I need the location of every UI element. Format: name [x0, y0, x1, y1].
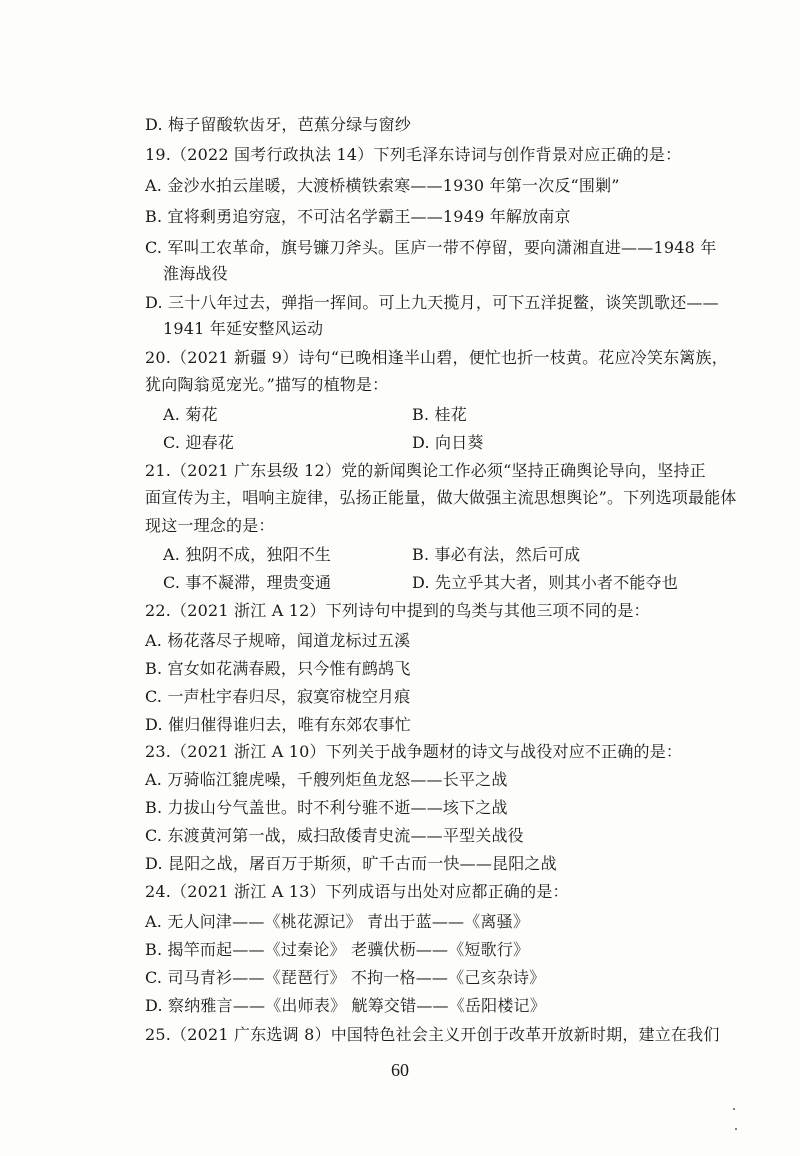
page-number: 60	[391, 1060, 409, 1080]
scan-speck	[733, 1108, 735, 1110]
q20-option-b: B. 桂花	[412, 405, 467, 424]
question-19-stem: 19.（2022 国考行政执法 14）下列毛泽东诗词与创作背景对应正确的是：	[145, 145, 682, 164]
q19-option-d-cont: 1941 年延安整风运动	[163, 319, 324, 338]
q18-option-d: D. 梅子留酸软齿牙，芭蕉分绿与窗纱	[145, 115, 412, 134]
q22-option-d: D. 催归催得谁归去，唯有东郊农事忙	[145, 715, 412, 734]
q22-option-a: A. 杨花落尽子规啼，闻道龙标过五溪	[145, 631, 411, 650]
q21-option-a: A. 独阴不成，独阳不生	[163, 545, 332, 564]
q24-option-b: B. 揭竿而起——《过秦论》 老骥伏枥——《短歌行》	[145, 940, 530, 959]
q22-option-b: B. 宫女如花满春殿，只今惟有鹧鸪飞	[145, 659, 411, 678]
q23-option-d: D. 昆阳之战，屠百万于斯须，旷千古而一快——昆阳之战	[145, 854, 557, 873]
q19-option-a: A. 金沙水拍云崖暖，大渡桥横铁索寒——1930 年第一次反“围剿”	[145, 176, 620, 195]
q19-option-d: D. 三十八年过去，弹指一挥间。可上九天揽月，可下五洋捉鳖，谈笑凯歌还——	[145, 293, 719, 312]
question-21-stem: 21.（2021 广东县级 12）党的新闻舆论工作必须“坚持正确舆论导向，坚持正	[145, 461, 706, 480]
question-21-stem-cont2: 现这一理念的是：	[145, 516, 275, 535]
q21-option-b: B. 事必有法，然后可成	[412, 545, 581, 564]
q23-option-c: C. 东渡黄河第一战，威扫敌倭青史流——平型关战役	[145, 826, 524, 845]
q23-option-a: A. 万骑临江貔虎噪，千艘列炬鱼龙怒——长平之战	[145, 770, 508, 789]
q23-option-b: B. 力拔山兮气盖世。时不利兮骓不逝——垓下之战	[145, 798, 508, 817]
question-25-stem: 25.（2021 广东选调 8）中国特色社会主义开创于改革开放新时期，建立在我们	[145, 1025, 720, 1044]
q21-option-c: C. 事不凝滞，理贵变通	[163, 573, 332, 592]
q19-option-c-cont: 淮海战役	[163, 264, 228, 283]
q24-option-d: D. 察纳雅言——《出师表》 觥筹交错——《岳阳楼记》	[145, 996, 546, 1015]
question-24-stem: 24.（2021 浙江 A 13）下列成语与出处对应都正确的是：	[145, 882, 569, 901]
q22-option-c: C. 一声杜宇春归尽，寂寞帘栊空月痕	[145, 687, 411, 706]
scan-speck	[735, 1128, 737, 1130]
q19-option-c: C. 军叫工农革命，旗号镰刀斧头。匡庐一带不停留，要向潇湘直进——1948 年	[145, 238, 717, 257]
q20-option-a: A. 菊花	[163, 405, 218, 424]
q20-option-c: C. 迎春花	[163, 433, 235, 452]
question-20-stem-cont: 犹向陶翁觅宠光。”描写的植物是：	[145, 375, 389, 394]
question-20-stem: 20.（2021 新疆 9）诗句“已晚相逢半山碧，便忙也折一枝黄。花应冷笑东篱族，	[145, 348, 728, 367]
q21-option-d: D. 先立乎其大者，则其小者不能夺也	[412, 573, 679, 592]
q20-option-d: D. 向日葵	[412, 433, 484, 452]
question-22-stem: 22.（2021 浙江 A 12）下列诗句中提到的鸟类与其他三项不同的是：	[145, 601, 650, 620]
question-23-stem: 23.（2021 浙江 A 10）下列关于战争题材的诗文与战役对应不正确的是：	[145, 742, 683, 761]
q24-option-a: A. 无人问津——《桃花源记》 青出于蓝——《离骚》	[145, 912, 530, 931]
q24-option-c: C. 司马青衫——《琵琶行》 不拘一格——《己亥杂诗》	[145, 968, 546, 987]
question-21-stem-cont: 面宣传为主，唱响主旋律，弘扬正能量，做大做强主流思想舆论”。下列选项最能体	[145, 488, 737, 507]
q19-option-b: B. 宜将剩勇追穷寇，不可沽名学霸王——1949 年解放南京	[145, 207, 571, 226]
